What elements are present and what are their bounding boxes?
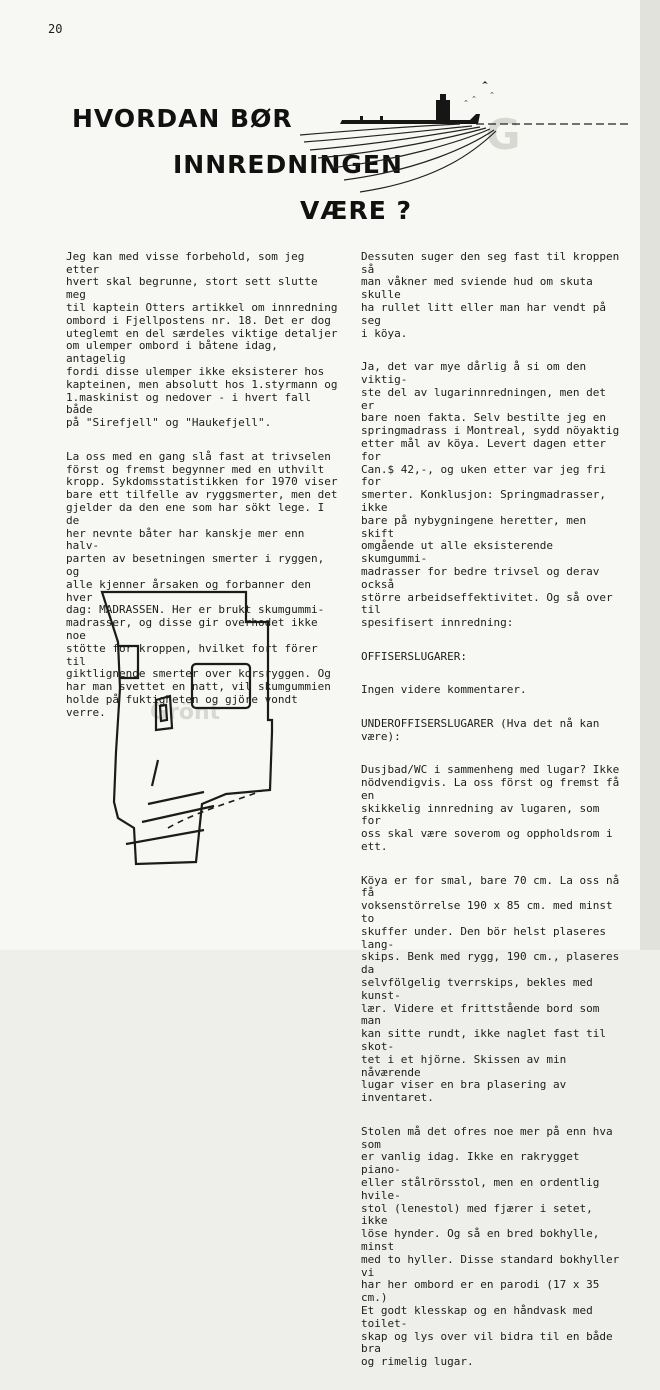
headline-line-2: INNREDNINGEN (173, 150, 403, 179)
left-paragraph: Jeg kan med visse forbehold, som jeg etter hvert skal begrunne, stort sett slutte meg til kaptein Otters artikkel om innredning ombord i Fjellpostens nr. 18. Det er dog uteglemt en del særdeles viktige detaljer om ulemper ombord i båtene idag, antagelig fordi disse ulemper ikke eksisterer hos kapteinen, men absolutt hos 1.styrmann og 1.maskinist og nedover - i hvert fall både på "Sirefjell" og "Haukefjell". (66, 249, 338, 430)
ship-illustration (300, 72, 640, 212)
right-paragraph: Ingen videre kommentarer. (361, 683, 527, 697)
bleed-through-text: Grönt (150, 700, 221, 725)
headline-line-3: VÆRE ? (300, 196, 413, 225)
right-paragraph: Dessuten suger den seg fast til kroppen så man våkner med sviende hud om skuta skulle ha rullet litt eller man har vendt på seg i köya. (361, 249, 620, 340)
headline-line-1: HVORDAN BØR (72, 104, 293, 133)
right-paragraph: Ja, det var mye dårlig å si om den viktig- ste del av lugarinnredningen, men det er bare noen fakta. Selv bestilte jeg en springmadrass i Montreal, sydd nöyaktig etter mål av köya. Levert dagen etter for Can.$ 42,-, og uken etter var jeg fri for smerter. Konklusjon: Springmadrasser, ikke bare på nybygningene heretter, men skift omgående ut alle eksisterende skumgummi- madrasser for bedre trivsel og derav också större arbeidseffektivitet. Og så over til spesifisert innredning: (361, 360, 620, 630)
cabin-sketch (96, 582, 316, 882)
bleed-through-text: G (486, 110, 521, 159)
page-edge (640, 0, 660, 950)
left-paragraph: La oss med en gang slå fast at trivselen först og fremst begynner med en uthvilt kropp. Sykdomsstatistikken for 1970 viser bare ett tilfelle av ryggsmerter, men det gjelder da den ene som har sökt lege. I de her nevnte båter har kanskje mer enn halv- parten av besetningen smerter i ryggen, og alle kjenner årsaken og forbanner den hver dag: MADRASSEN. Her er brukt skumgummi- madrasser, og disse gir overhodet ikke noe stötte for kroppen, hvilket fort förer til giktlignende smerter over korsryggen. Og har man svettet en natt, vil skumgummien holde på fuktigheten og gjöre vondt verre. (66, 449, 338, 719)
section-heading: OFFISERSLUGARER: (361, 649, 467, 663)
right-paragraph: Dusjbad/WC i sammenheng med lugar? Ikke nödvendigvis. La oss först og fremst få en skikkelig innredning av lugaren, som for oss skal være soverom og oppholdsrom i ett. (361, 763, 620, 854)
right-column (361, 238, 623, 1390)
page-number: 20 (48, 22, 63, 36)
section-heading: UNDEROFFISERSLUGARER (Hva det nå kan være): (361, 716, 600, 743)
right-paragraph: Stolen må det ofres noe mer på enn hva som er vanlig idag. Ikke en rakrygget piano- eller stålrörsstol, men en ordentlig hvile- stol (lenestol) med fjærer i setet, ikke löse hynder. Og så en bred bokhylle, minst med to hyller. Disse standard bokhyller vi har her ombord er en parodi (17 x 35 cm.) Et godt klesskap og en håndvask med toilet- skap og lys over vil bidra til en både bra og rimelig lugar. (361, 1124, 620, 1369)
right-paragraph: Köya er for smal, bare 70 cm. La oss nå få voksenstörrelse 190 x 85 cm. med minst to skuffer under. Den bör helst plaseres lang- skips. Benk med rygg, 190 cm., plaseres da selvfölgelig tverrskips, bekles med kunst- lær. Videre et frittstående bord som man kan sitte rundt, ikke naglet fast til skot- tet i et hjörne. Skissen av min nåværende lugar viser en bra plasering av inventaret. (361, 873, 620, 1105)
